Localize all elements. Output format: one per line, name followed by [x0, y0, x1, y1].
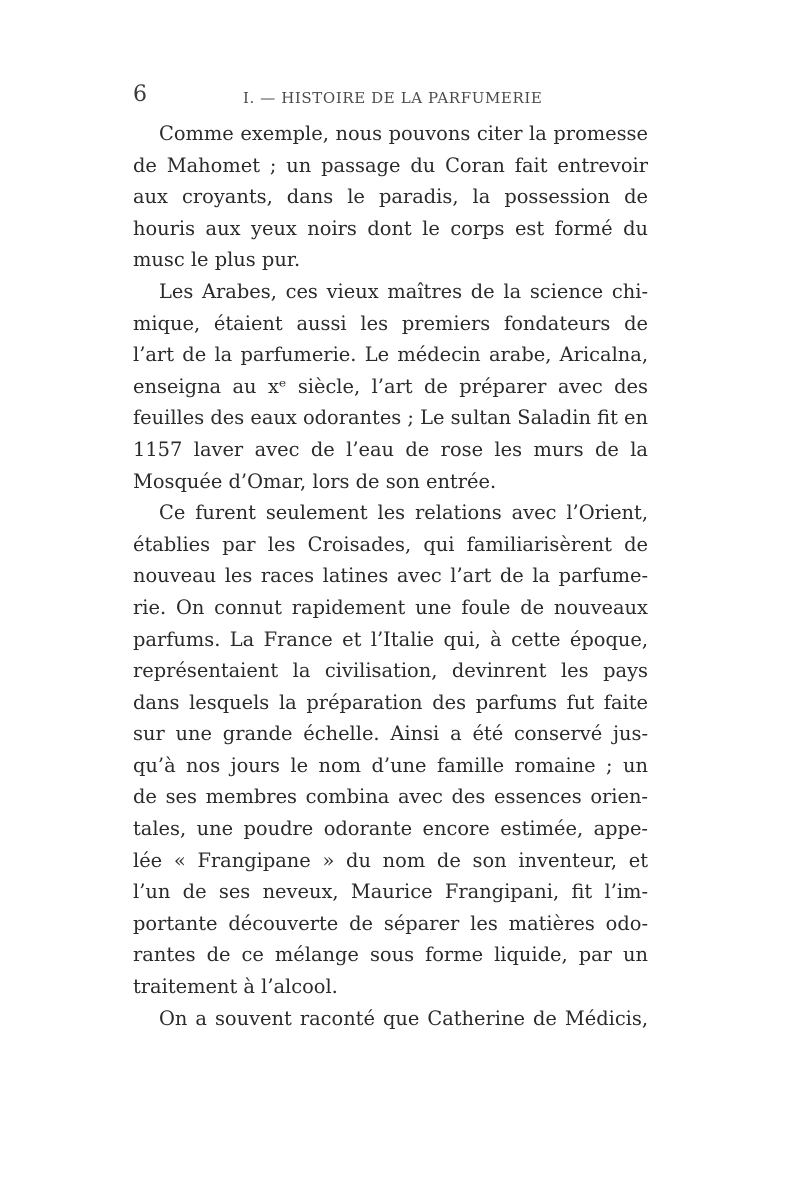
text-line: Comme exemple, nous pouvons citer la promesse	[159, 122, 648, 145]
text-line: représentaient la civilisation, devinrent les pays	[133, 659, 648, 683]
text-line: traitement à l’alcool.	[133, 975, 338, 999]
text-line: de ses membres combina avec des essences orien-	[133, 785, 648, 809]
text-line: nouveau les races latines avec l’art de la parfume-	[133, 564, 648, 588]
text-line: On a souvent raconté que Catherine de Médicis,	[159, 1006, 648, 1030]
text-line: enseigna au xᵉ siècle, l’art de préparer avec des	[133, 374, 648, 398]
page-header	[133, 82, 648, 114]
text-line: Les Arabes, ces vieux maîtres de la science chi-	[159, 279, 648, 303]
text-line: Mosquée d’Omar, lors de son entrée.	[133, 469, 497, 493]
text-line: l’un de ses neveux, Maurice Frangipani, fit l’im-	[133, 880, 648, 904]
page-number: 6	[133, 82, 147, 107]
text-line: tales, une poudre odorante encore estimée, appe-	[133, 817, 648, 841]
text-line: dans lesquels la préparation des parfums fut faite	[133, 690, 648, 714]
text-line: établies par les Croisades, qui familiarisèrent de	[133, 532, 648, 556]
text-line: de Mahomet ; un passage du Coran fait entrevoir	[133, 153, 648, 177]
text-line: mique, étaient aussi les premiers fondateurs de	[133, 311, 648, 335]
text-line: portante découverte de séparer les matières odo-	[133, 911, 648, 935]
running-head: I. — HISTOIRE DE LA PARFUMERIE	[243, 89, 543, 107]
text-line: parfums. La France et l’Italie qui, à cette époque,	[133, 627, 648, 651]
text-line: lée « Frangipane » du nom de son inventeur, et	[133, 848, 648, 872]
text-line: houris aux yeux noirs dont le corps est formé du	[133, 216, 648, 240]
text-line: qu’à nos jours le nom d’une famille romaine ; un	[133, 753, 648, 777]
text-line: aux croyants, dans le paradis, la possession de	[133, 185, 648, 209]
text-line: rie. On connut rapidement une foule de nouveaux	[133, 595, 648, 619]
text-line: 1157 laver avec de l’eau de rose les murs de la	[133, 437, 648, 461]
text-line: rantes de ce mélange sous forme liquide, par un	[133, 943, 648, 967]
text-line: musc le plus pur.	[133, 248, 301, 272]
text-line: feuilles des eaux odorantes ; Le sultan Saladin fit en	[133, 406, 649, 430]
body-text	[133, 118, 648, 1034]
text-line: l’art de la parfumerie. Le médecin arabe, Aricalna,	[133, 343, 648, 367]
text-line: Ce furent seulement les relations avec l’Orient,	[159, 501, 648, 525]
text-line: sur une grande échelle. Ainsi a été conservé jus-	[133, 722, 648, 746]
